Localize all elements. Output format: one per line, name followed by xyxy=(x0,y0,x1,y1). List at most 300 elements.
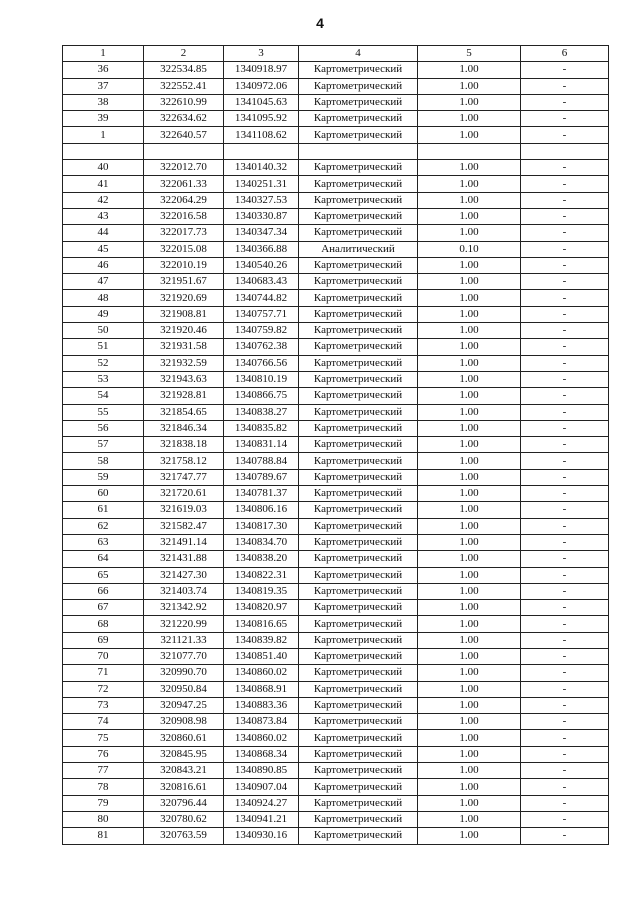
point-number-cell: 60 xyxy=(63,486,144,502)
table-row xyxy=(63,192,609,208)
method-cell: Картометрический xyxy=(299,225,418,241)
method-cell: Картометрический xyxy=(299,127,418,143)
point-number-cell: 79 xyxy=(63,795,144,811)
accuracy-cell: 1.00 xyxy=(418,632,521,648)
note-cell: - xyxy=(521,94,609,110)
x-coordinate-cell: 320780.62 xyxy=(144,811,224,827)
point-number-cell: 43 xyxy=(63,208,144,224)
x-coordinate-cell: 321342.92 xyxy=(144,600,224,616)
x-coordinate-cell: 321846.34 xyxy=(144,420,224,436)
note-cell: - xyxy=(521,616,609,632)
table-row xyxy=(63,714,609,730)
method-cell: Картометрический xyxy=(299,469,418,485)
accuracy-cell: 1.00 xyxy=(418,192,521,208)
y-coordinate-cell: 1340831.14 xyxy=(224,437,299,453)
table-row xyxy=(63,290,609,306)
y-coordinate-cell: 1340766.56 xyxy=(224,355,299,371)
x-coordinate-cell: 321854.65 xyxy=(144,404,224,420)
table-row xyxy=(63,306,609,322)
point-number-cell: 77 xyxy=(63,763,144,779)
note-cell: - xyxy=(521,420,609,436)
accuracy-cell: 1.00 xyxy=(418,306,521,322)
note-cell: - xyxy=(521,111,609,127)
y-coordinate-cell: 1340817.30 xyxy=(224,518,299,534)
y-coordinate-cell: 1340834.70 xyxy=(224,534,299,550)
point-number-cell: 65 xyxy=(63,567,144,583)
accuracy-cell: 1.00 xyxy=(418,469,521,485)
accuracy-cell: 1.00 xyxy=(418,714,521,730)
note-cell: - xyxy=(521,648,609,664)
accuracy-cell: 1.00 xyxy=(418,697,521,713)
note-cell: - xyxy=(521,763,609,779)
table-row xyxy=(63,339,609,355)
accuracy-cell: 0.10 xyxy=(418,241,521,257)
method-cell: Картометрический xyxy=(299,486,418,502)
x-coordinate-cell: 322012.70 xyxy=(144,160,224,176)
point-number-cell: 41 xyxy=(63,176,144,192)
table-row xyxy=(63,371,609,387)
table-row xyxy=(63,176,609,192)
accuracy-cell: 1.00 xyxy=(418,176,521,192)
table-row xyxy=(63,127,609,143)
point-number-cell: 46 xyxy=(63,257,144,273)
method-cell: Картометрический xyxy=(299,257,418,273)
note-cell: - xyxy=(521,600,609,616)
note-cell: - xyxy=(521,518,609,534)
point-number-cell: 68 xyxy=(63,616,144,632)
table-row xyxy=(63,518,609,534)
method-cell: Аналитический xyxy=(299,241,418,257)
point-number-cell: 69 xyxy=(63,632,144,648)
note-cell: - xyxy=(521,632,609,648)
x-coordinate-cell: 321491.14 xyxy=(144,534,224,550)
table-row xyxy=(63,225,609,241)
accuracy-cell: 1.00 xyxy=(418,648,521,664)
method-cell: Картометрический xyxy=(299,371,418,387)
method-cell: Картометрический xyxy=(299,567,418,583)
method-cell: Картометрический xyxy=(299,697,418,713)
y-coordinate-cell: 1340860.02 xyxy=(224,665,299,681)
column-header: 2 xyxy=(144,46,224,62)
y-coordinate-cell: 1340757.71 xyxy=(224,306,299,322)
method-cell: Картометрический xyxy=(299,274,418,290)
note-cell: - xyxy=(521,697,609,713)
table-row xyxy=(63,632,609,648)
y-coordinate-cell: 1340820.97 xyxy=(224,600,299,616)
y-coordinate-cell: 1340822.31 xyxy=(224,567,299,583)
accuracy-cell: 1.00 xyxy=(418,681,521,697)
x-coordinate-cell: 321943.63 xyxy=(144,371,224,387)
method-cell: Картометрический xyxy=(299,111,418,127)
table-row xyxy=(63,763,609,779)
accuracy-cell: 1.00 xyxy=(418,486,521,502)
table-row xyxy=(63,567,609,583)
table-row xyxy=(63,795,609,811)
point-number-cell: 36 xyxy=(63,62,144,78)
y-coordinate-cell: 1341045.63 xyxy=(224,94,299,110)
y-coordinate-cell: 1340806.16 xyxy=(224,502,299,518)
accuracy-cell: 1.00 xyxy=(418,763,521,779)
note-cell: - xyxy=(521,257,609,273)
x-coordinate-cell: 321758.12 xyxy=(144,453,224,469)
table-row xyxy=(63,469,609,485)
point-number-cell: 66 xyxy=(63,583,144,599)
table-row xyxy=(63,746,609,762)
point-number-cell: 67 xyxy=(63,600,144,616)
table-row xyxy=(63,779,609,795)
y-coordinate-cell: 1340347.34 xyxy=(224,225,299,241)
table-row xyxy=(63,62,609,78)
x-coordinate-cell: 321928.81 xyxy=(144,388,224,404)
column-header: 5 xyxy=(418,46,521,62)
note-cell: - xyxy=(521,62,609,78)
accuracy-cell: 1.00 xyxy=(418,225,521,241)
method-cell: Картометрический xyxy=(299,714,418,730)
y-coordinate-cell xyxy=(224,143,299,159)
note-cell: - xyxy=(521,469,609,485)
point-number-cell: 45 xyxy=(63,241,144,257)
table-row xyxy=(63,648,609,664)
accuracy-cell: 1.00 xyxy=(418,404,521,420)
x-coordinate-cell: 322552.41 xyxy=(144,78,224,94)
accuracy-cell: 1.00 xyxy=(418,339,521,355)
point-number-cell: 55 xyxy=(63,404,144,420)
x-coordinate-cell: 321220.99 xyxy=(144,616,224,632)
x-coordinate-cell: 321077.70 xyxy=(144,648,224,664)
method-cell: Картометрический xyxy=(299,437,418,453)
accuracy-cell: 1.00 xyxy=(418,62,521,78)
table-row xyxy=(63,437,609,453)
y-coordinate-cell: 1340683.43 xyxy=(224,274,299,290)
note-cell: - xyxy=(521,160,609,176)
column-header: 6 xyxy=(521,46,609,62)
method-cell: Картометрический xyxy=(299,453,418,469)
method-cell: Картометрический xyxy=(299,78,418,94)
point-number-cell: 58 xyxy=(63,453,144,469)
page-number: 4 xyxy=(316,15,324,31)
method-cell: Картометрический xyxy=(299,192,418,208)
point-number-cell: 78 xyxy=(63,779,144,795)
point-number-cell: 72 xyxy=(63,681,144,697)
y-coordinate-cell: 1341108.62 xyxy=(224,127,299,143)
table-row xyxy=(63,811,609,827)
y-coordinate-cell: 1340781.37 xyxy=(224,486,299,502)
method-cell: Картометрический xyxy=(299,176,418,192)
method-cell: Картометрический xyxy=(299,355,418,371)
note-cell: - xyxy=(521,371,609,387)
accuracy-cell: 1.00 xyxy=(418,453,521,469)
point-number-cell: 54 xyxy=(63,388,144,404)
table-body xyxy=(63,62,609,844)
note-cell: - xyxy=(521,225,609,241)
x-coordinate-cell: 320816.61 xyxy=(144,779,224,795)
note-cell: - xyxy=(521,274,609,290)
method-cell: Картометрический xyxy=(299,795,418,811)
y-coordinate-cell: 1340744.82 xyxy=(224,290,299,306)
x-coordinate-cell: 321582.47 xyxy=(144,518,224,534)
coordinates-table xyxy=(62,45,609,845)
accuracy-cell: 1.00 xyxy=(418,746,521,762)
note-cell: - xyxy=(521,78,609,94)
method-cell: Картометрический xyxy=(299,208,418,224)
y-coordinate-cell: 1340873.84 xyxy=(224,714,299,730)
x-coordinate-cell: 321747.77 xyxy=(144,469,224,485)
y-coordinate-cell: 1340838.27 xyxy=(224,404,299,420)
note-cell: - xyxy=(521,306,609,322)
point-number-cell: 44 xyxy=(63,225,144,241)
accuracy-cell: 1.00 xyxy=(418,665,521,681)
accuracy-cell: 1.00 xyxy=(418,323,521,339)
table-row xyxy=(63,78,609,94)
table-row xyxy=(63,665,609,681)
note-cell: - xyxy=(521,486,609,502)
method-cell: Картометрический xyxy=(299,681,418,697)
accuracy-cell: 1.00 xyxy=(418,551,521,567)
y-coordinate-cell: 1340972.06 xyxy=(224,78,299,94)
y-coordinate-cell: 1340759.82 xyxy=(224,323,299,339)
point-number-cell: 53 xyxy=(63,371,144,387)
table-row xyxy=(63,600,609,616)
y-coordinate-cell: 1340930.16 xyxy=(224,828,299,844)
table-row xyxy=(63,208,609,224)
accuracy-cell: 1.00 xyxy=(418,502,521,518)
point-number-cell: 48 xyxy=(63,290,144,306)
note-cell: - xyxy=(521,437,609,453)
point-number-cell: 49 xyxy=(63,306,144,322)
method-cell: Картометрический xyxy=(299,388,418,404)
x-coordinate-cell: 321932.59 xyxy=(144,355,224,371)
x-coordinate-cell: 320990.70 xyxy=(144,665,224,681)
accuracy-cell: 1.00 xyxy=(418,388,521,404)
x-coordinate-cell: 322534.85 xyxy=(144,62,224,78)
y-coordinate-cell: 1340330.87 xyxy=(224,208,299,224)
method-cell: Картометрический xyxy=(299,518,418,534)
accuracy-cell: 1.00 xyxy=(418,616,521,632)
note-cell xyxy=(521,143,609,159)
x-coordinate-cell: 320796.44 xyxy=(144,795,224,811)
y-coordinate-cell: 1340907.04 xyxy=(224,779,299,795)
accuracy-cell: 1.00 xyxy=(418,78,521,94)
x-coordinate-cell: 320843.21 xyxy=(144,763,224,779)
note-cell: - xyxy=(521,290,609,306)
table-row xyxy=(63,697,609,713)
x-coordinate-cell: 322015.08 xyxy=(144,241,224,257)
accuracy-cell: 1.00 xyxy=(418,274,521,290)
note-cell: - xyxy=(521,534,609,550)
accuracy-cell: 1.00 xyxy=(418,534,521,550)
accuracy-cell: 1.00 xyxy=(418,583,521,599)
y-coordinate-cell: 1340890.85 xyxy=(224,763,299,779)
x-coordinate-cell: 320950.84 xyxy=(144,681,224,697)
y-coordinate-cell: 1340838.20 xyxy=(224,551,299,567)
table-row xyxy=(63,257,609,273)
x-coordinate-cell: 321431.88 xyxy=(144,551,224,567)
accuracy-cell: 1.00 xyxy=(418,208,521,224)
table-row xyxy=(63,94,609,110)
point-number-cell: 42 xyxy=(63,192,144,208)
accuracy-cell: 1.00 xyxy=(418,730,521,746)
point-number-cell: 63 xyxy=(63,534,144,550)
note-cell: - xyxy=(521,665,609,681)
method-cell: Картометрический xyxy=(299,665,418,681)
y-coordinate-cell: 1340819.35 xyxy=(224,583,299,599)
point-number-cell xyxy=(63,143,144,159)
note-cell: - xyxy=(521,192,609,208)
method-cell: Картометрический xyxy=(299,811,418,827)
y-coordinate-cell: 1341095.92 xyxy=(224,111,299,127)
y-coordinate-cell: 1340327.53 xyxy=(224,192,299,208)
x-coordinate-cell: 321720.61 xyxy=(144,486,224,502)
x-coordinate-cell: 321920.46 xyxy=(144,323,224,339)
x-coordinate-cell: 321931.58 xyxy=(144,339,224,355)
method-cell: Картометрический xyxy=(299,600,418,616)
y-coordinate-cell: 1340251.31 xyxy=(224,176,299,192)
y-coordinate-cell: 1340789.67 xyxy=(224,469,299,485)
note-cell: - xyxy=(521,779,609,795)
point-number-cell: 71 xyxy=(63,665,144,681)
method-cell: Картометрический xyxy=(299,779,418,795)
accuracy-cell: 1.00 xyxy=(418,795,521,811)
x-coordinate-cell: 320763.59 xyxy=(144,828,224,844)
accuracy-cell: 1.00 xyxy=(418,257,521,273)
accuracy-cell: 1.00 xyxy=(418,160,521,176)
method-cell: Картометрический xyxy=(299,632,418,648)
point-number-cell: 39 xyxy=(63,111,144,127)
point-number-cell: 57 xyxy=(63,437,144,453)
point-number-cell: 40 xyxy=(63,160,144,176)
x-coordinate-cell: 321403.74 xyxy=(144,583,224,599)
accuracy-cell: 1.00 xyxy=(418,437,521,453)
table-row xyxy=(63,828,609,844)
y-coordinate-cell: 1340868.34 xyxy=(224,746,299,762)
note-cell: - xyxy=(521,681,609,697)
accuracy-cell xyxy=(418,143,521,159)
x-coordinate-cell: 321951.67 xyxy=(144,274,224,290)
y-coordinate-cell: 1340839.82 xyxy=(224,632,299,648)
y-coordinate-cell: 1340860.02 xyxy=(224,730,299,746)
point-number-cell: 59 xyxy=(63,469,144,485)
x-coordinate-cell: 321619.03 xyxy=(144,502,224,518)
table-row xyxy=(63,143,609,159)
accuracy-cell: 1.00 xyxy=(418,567,521,583)
column-header: 3 xyxy=(224,46,299,62)
point-number-cell: 47 xyxy=(63,274,144,290)
table-row xyxy=(63,551,609,567)
y-coordinate-cell: 1340866.75 xyxy=(224,388,299,404)
y-coordinate-cell: 1340816.65 xyxy=(224,616,299,632)
y-coordinate-cell: 1340924.27 xyxy=(224,795,299,811)
method-cell: Картометрический xyxy=(299,339,418,355)
point-number-cell: 81 xyxy=(63,828,144,844)
point-number-cell: 74 xyxy=(63,714,144,730)
y-coordinate-cell: 1340366.88 xyxy=(224,241,299,257)
column-header: 1 xyxy=(63,46,144,62)
accuracy-cell: 1.00 xyxy=(418,111,521,127)
note-cell: - xyxy=(521,176,609,192)
x-coordinate-cell: 321121.33 xyxy=(144,632,224,648)
x-coordinate-cell: 321427.30 xyxy=(144,567,224,583)
method-cell xyxy=(299,143,418,159)
point-number-cell: 76 xyxy=(63,746,144,762)
method-cell: Картометрический xyxy=(299,404,418,420)
method-cell: Картометрический xyxy=(299,502,418,518)
method-cell: Картометрический xyxy=(299,290,418,306)
table-row xyxy=(63,274,609,290)
point-number-cell: 73 xyxy=(63,697,144,713)
method-cell: Картометрический xyxy=(299,306,418,322)
note-cell: - xyxy=(521,811,609,827)
y-coordinate-cell: 1340540.26 xyxy=(224,257,299,273)
x-coordinate-cell: 320860.61 xyxy=(144,730,224,746)
method-cell: Картометрический xyxy=(299,763,418,779)
x-coordinate-cell: 322061.33 xyxy=(144,176,224,192)
table-row xyxy=(63,420,609,436)
accuracy-cell: 1.00 xyxy=(418,779,521,795)
method-cell: Картометрический xyxy=(299,551,418,567)
note-cell: - xyxy=(521,795,609,811)
point-number-cell: 51 xyxy=(63,339,144,355)
method-cell: Картометрический xyxy=(299,420,418,436)
x-coordinate-cell: 320908.98 xyxy=(144,714,224,730)
note-cell: - xyxy=(521,567,609,583)
accuracy-cell: 1.00 xyxy=(418,94,521,110)
table-row xyxy=(63,388,609,404)
method-cell: Картометрический xyxy=(299,160,418,176)
note-cell: - xyxy=(521,208,609,224)
note-cell: - xyxy=(521,746,609,762)
note-cell: - xyxy=(521,323,609,339)
y-coordinate-cell: 1340868.91 xyxy=(224,681,299,697)
table-row xyxy=(63,616,609,632)
table-row xyxy=(63,355,609,371)
table-row xyxy=(63,502,609,518)
point-number-cell: 64 xyxy=(63,551,144,567)
accuracy-cell: 1.00 xyxy=(418,420,521,436)
header-row xyxy=(63,46,609,62)
x-coordinate-cell: 322017.73 xyxy=(144,225,224,241)
accuracy-cell: 1.00 xyxy=(418,828,521,844)
y-coordinate-cell: 1340883.36 xyxy=(224,697,299,713)
method-cell: Картометрический xyxy=(299,746,418,762)
y-coordinate-cell: 1340941.21 xyxy=(224,811,299,827)
accuracy-cell: 1.00 xyxy=(418,518,521,534)
y-coordinate-cell: 1340140.32 xyxy=(224,160,299,176)
column-header: 4 xyxy=(299,46,418,62)
accuracy-cell: 1.00 xyxy=(418,371,521,387)
table-header xyxy=(63,46,609,62)
x-coordinate-cell: 320845.95 xyxy=(144,746,224,762)
x-coordinate-cell: 322016.58 xyxy=(144,208,224,224)
table-row xyxy=(63,534,609,550)
x-coordinate-cell: 321838.18 xyxy=(144,437,224,453)
method-cell: Картометрический xyxy=(299,730,418,746)
y-coordinate-cell: 1340918.97 xyxy=(224,62,299,78)
accuracy-cell: 1.00 xyxy=(418,290,521,306)
x-coordinate-cell xyxy=(144,143,224,159)
x-coordinate-cell: 321920.69 xyxy=(144,290,224,306)
table-row xyxy=(63,404,609,420)
accuracy-cell: 1.00 xyxy=(418,127,521,143)
accuracy-cell: 1.00 xyxy=(418,355,521,371)
note-cell: - xyxy=(521,583,609,599)
point-number-cell: 75 xyxy=(63,730,144,746)
y-coordinate-cell: 1340788.84 xyxy=(224,453,299,469)
method-cell: Картометрический xyxy=(299,62,418,78)
note-cell: - xyxy=(521,355,609,371)
y-coordinate-cell: 1340851.40 xyxy=(224,648,299,664)
point-number-cell: 80 xyxy=(63,811,144,827)
x-coordinate-cell: 322064.29 xyxy=(144,192,224,208)
